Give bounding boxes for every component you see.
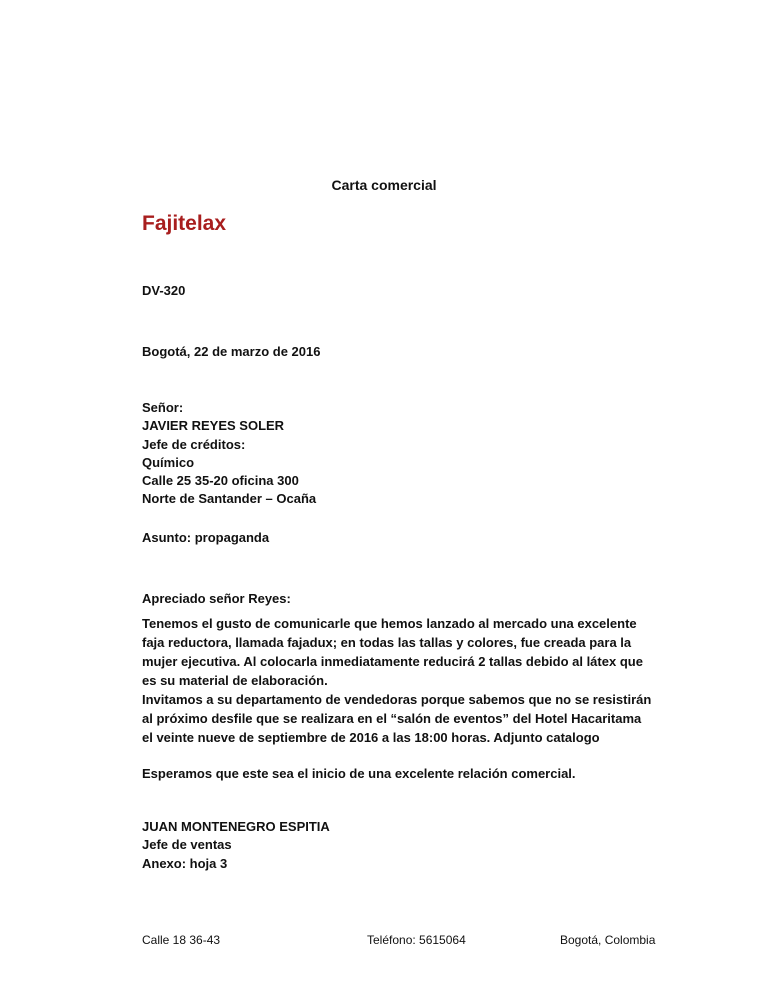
greeting: Apreciado señor Reyes: bbox=[142, 591, 291, 606]
footer-address: Calle 18 36-43 bbox=[142, 933, 221, 947]
closing-line: Esperamos que este sea el inicio de una excelente relación comercial. bbox=[142, 766, 576, 781]
body-line: es su material de elaboración. bbox=[142, 673, 328, 688]
recipient-position: Jefe de créditos: bbox=[142, 436, 246, 452]
subject-line: Asunto: propaganda bbox=[142, 530, 270, 545]
company-name: Fajitelax bbox=[142, 212, 227, 235]
footer-city: Bogotá, Colombia bbox=[560, 933, 656, 947]
body-line: faja reductora, llamada fajadux; en todas las tallas y colores, fue creada para la bbox=[142, 635, 632, 650]
recipient-block bbox=[142, 399, 316, 509]
recipient-city: Norte de Santander – Ocaña bbox=[142, 491, 317, 507]
signature-name: JUAN MONTENEGRO ESPITIA bbox=[142, 819, 330, 834]
recipient-salutation-label: Señor: bbox=[142, 400, 184, 415]
body-line: mujer ejecutiva. Al colocarla inmediatamente reducirá 2 tallas debido al látex que bbox=[142, 654, 643, 669]
letter-heading: Carta comercial bbox=[331, 177, 437, 193]
attachment-note: Anexo: hoja 3 bbox=[142, 855, 228, 871]
reference-code: DV-320 bbox=[142, 283, 186, 298]
recipient-company: Químico bbox=[142, 454, 195, 470]
body-line: al próximo desfile que se realizara en el “salón de eventos” del Hotel Hacaritama bbox=[142, 711, 642, 726]
signature-block bbox=[142, 818, 330, 873]
signature-position: Jefe de ventas bbox=[142, 837, 232, 853]
recipient-name: JAVIER REYES SOLER bbox=[142, 418, 285, 434]
letter-body bbox=[142, 614, 652, 747]
body-line: Invitamos a su departamento de vendedoras porque sabemos que no se resistirán bbox=[142, 692, 652, 707]
body-line: el veinte nueve de septiembre de 2016 a las 18:00 horas. Adjunto catalogo bbox=[142, 730, 600, 745]
recipient-address: Calle 25 35-20 oficina 300 bbox=[142, 473, 299, 489]
footer-phone: Teléfono: 5615064 bbox=[367, 933, 466, 947]
body-line: Tenemos el gusto de comunicarle que hemos lanzado al mercado una excelente bbox=[142, 616, 637, 631]
place-date: Bogotá, 22 de marzo de 2016 bbox=[142, 344, 321, 359]
